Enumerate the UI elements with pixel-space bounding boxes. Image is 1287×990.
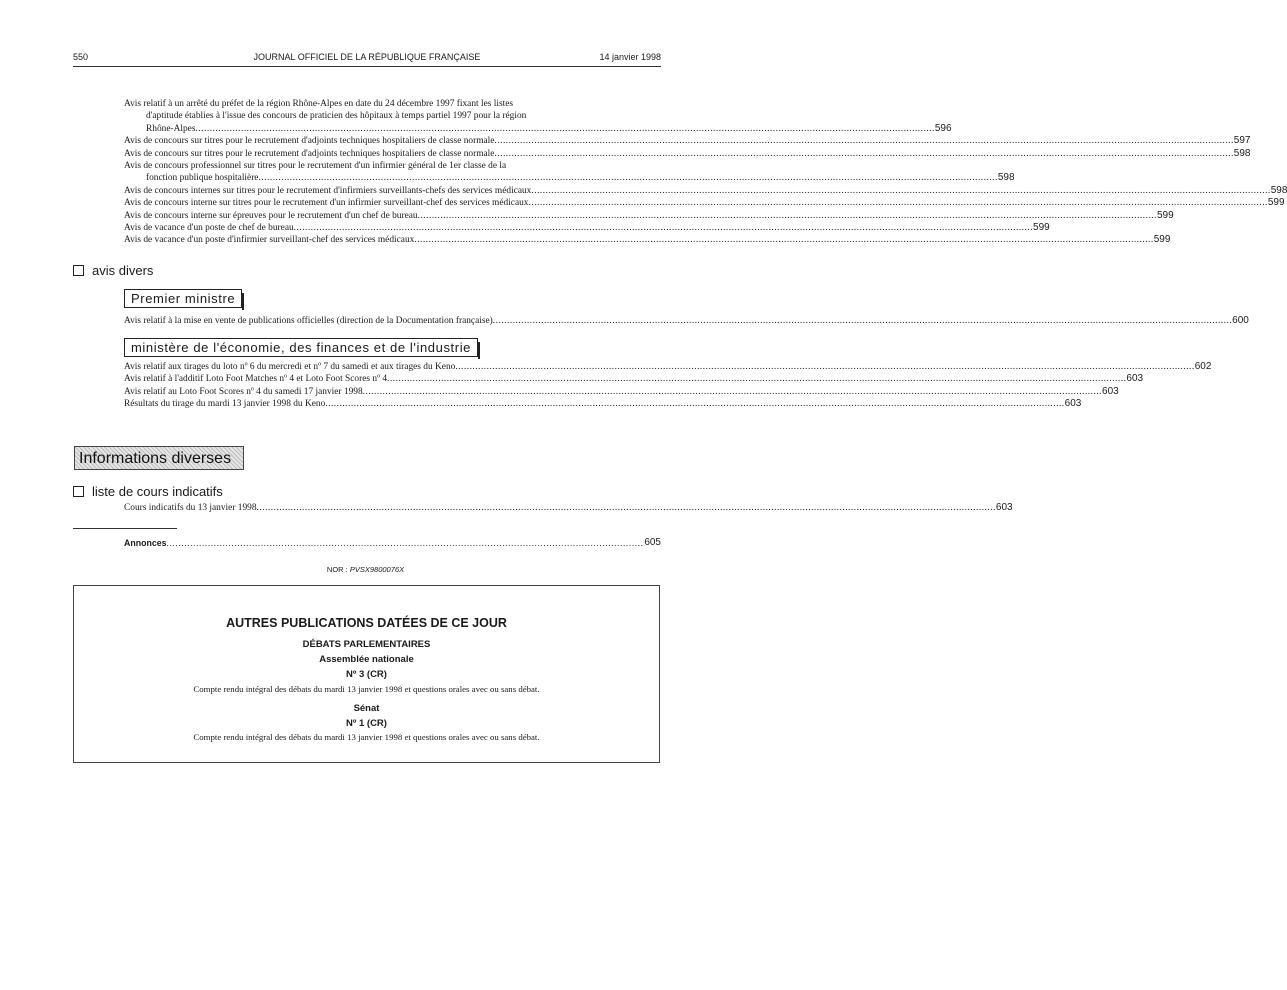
toc-economie-list bbox=[124, 361, 1212, 411]
toc-entry-text: Avis de vacance d'un poste d'infirmier surveillant-chef des services médicaux bbox=[124, 235, 415, 246]
toc-entry bbox=[124, 197, 1285, 209]
leader-dots: .................................................................................................................................................................................................................................................................... bbox=[293, 223, 1034, 234]
toc-entry bbox=[124, 361, 1212, 373]
toc-entry bbox=[124, 222, 1050, 234]
leader-dots: .................................................................................................................................................................................................................................................................... bbox=[531, 185, 1271, 196]
ministry-heading-premier-ministre bbox=[124, 289, 242, 308]
issue-date: 14 janvier 1998 bbox=[599, 52, 661, 62]
leader-dots: .................................................................................................................................................................................................................................................................... bbox=[195, 123, 935, 134]
assemblee-name: Assemblée nationale bbox=[319, 654, 414, 665]
toc-entry bbox=[124, 502, 1013, 514]
assemblee-number: Nº 3 (CR) bbox=[346, 669, 387, 680]
toc-entry-text: Avis de concours interne sur titres pour le recrutement d'un infirmier surveillant-chef des services médicaux bbox=[124, 198, 529, 209]
toc-page-number: 597 bbox=[1233, 135, 1251, 147]
toc-entry bbox=[124, 184, 1287, 197]
toc-page-number: 599 bbox=[1267, 197, 1285, 209]
autres-publications-box bbox=[73, 585, 660, 763]
toc-page-number: 596 bbox=[934, 122, 952, 134]
toc-page-number: 599 bbox=[1156, 209, 1174, 221]
toc-entry-text: Avis relatif à l'additif Loto Foot Matches nº 4 et Loto Foot Scores nº 4 bbox=[124, 374, 388, 385]
checkbox-square-icon bbox=[73, 486, 84, 497]
toc-entry-text: fonction publique hospitalière bbox=[146, 173, 259, 184]
leader-dots: .................................................................................................................................................................................................................................................................... bbox=[256, 503, 996, 513]
section-avis-divers bbox=[73, 263, 153, 278]
toc-entry-text: Avis relatif à un arrêté du préfet de la région Rhône-Alpes en date du 24 décembre 1997 fixant les listes bbox=[124, 99, 514, 109]
nor-reference bbox=[0, 565, 731, 574]
toc-premier-ministre-list bbox=[124, 315, 1249, 327]
leader-dots: .................................................................................................................................................................................................................................................................... bbox=[492, 316, 1233, 326]
leader-dots: .................................................................................................................................................................................................................................................................... bbox=[387, 374, 1127, 385]
page-header bbox=[73, 52, 661, 66]
leader-dots: .................................................................................................................................................................................................................................................................... bbox=[417, 210, 1157, 221]
nor-prefix: NOR : bbox=[326, 565, 348, 574]
toc-page-number: 602 bbox=[1194, 361, 1212, 372]
leader-dots: .................................................................................................................................................................................................................................................................... bbox=[362, 386, 1103, 397]
leader-dots: .................................................................................................................................................................................................................................................................... bbox=[455, 362, 1195, 372]
toc-page-number: 603 bbox=[1064, 398, 1082, 410]
banner-label: Informations diverses bbox=[79, 450, 232, 467]
toc-page-number: 599 bbox=[1033, 222, 1050, 234]
ministry-label: ministère de l'économie, des finances et de l'industrie bbox=[131, 340, 472, 355]
page-number: 550 bbox=[73, 52, 89, 62]
toc-page-number: 598 bbox=[997, 172, 1015, 184]
toc-page-number: 603 bbox=[995, 502, 1013, 513]
toc-entry bbox=[124, 135, 1251, 147]
toc-entry-text: Avis de concours interne sur épreuves pour le recrutement d'un chef de bureau bbox=[124, 210, 418, 221]
leader-dots: .................................................................................................................................................................................................................................................................... bbox=[414, 235, 1154, 246]
toc-page-number: 603 bbox=[1126, 373, 1144, 385]
leader-dots: .................................................................................................................................................................................................................................................................... bbox=[494, 136, 1234, 147]
toc-entry bbox=[124, 147, 1251, 160]
toc-entry-text: Résultats du tirage du mardi 13 janvier 1998 du Keno bbox=[124, 399, 326, 410]
senat-description: Compte rendu intégral des débats du mardi 13 janvier 1998 et questions orales avec ou sans débat. bbox=[193, 732, 540, 742]
section-cours-indicatifs bbox=[73, 484, 223, 499]
senat-name: Sénat bbox=[353, 703, 380, 714]
ministry-heading-economie bbox=[124, 338, 478, 357]
toc-entry-text: d'aptitude établies à l'issue des concours de praticien des hôpitaux à temps partiel 1997 pour la région bbox=[146, 111, 527, 122]
checkbox-square-icon bbox=[73, 265, 84, 276]
short-divider bbox=[73, 528, 177, 529]
toc-entry-text: Avis de concours sur titres pour le recrutement d'adjoints techniques hospitaliers de classe normale bbox=[124, 148, 495, 159]
toc-page-number: 598 bbox=[1270, 184, 1287, 196]
toc-entry-text: Avis de concours sur titres pour le recrutement d'adjoints techniques hospitaliers de classe normale bbox=[124, 136, 495, 147]
toc-entry bbox=[124, 234, 1171, 246]
toc-entry-text: Avis de concours internes sur titres pour le recrutement d'infirmiers surveillants-chefs des services médicaux bbox=[124, 185, 532, 196]
toc-entry-text: Avis relatif aux tirages du loto nº 6 du mercredi et nº 7 du samedi et aux tirages du Keno bbox=[124, 362, 456, 372]
debats-subtitle: DÉBATS PARLEMENTAIRES bbox=[302, 639, 431, 650]
toc-cours-list bbox=[124, 502, 1013, 514]
leader-dots: .................................................................................................................................................................................................................................................................... bbox=[258, 173, 998, 184]
toc-entry bbox=[124, 160, 1015, 185]
section-title: liste de cours indicatifs bbox=[92, 484, 223, 499]
section-title: avis divers bbox=[92, 263, 154, 278]
leader-dots: .................................................................................................................................................................................................................................................................... bbox=[325, 399, 1065, 410]
toc-page-number: 600 bbox=[1232, 315, 1249, 326]
senat-number: Nº 1 (CR) bbox=[346, 718, 387, 729]
nor-code: PVSX9800076X bbox=[349, 565, 405, 574]
journal-title: JOURNAL OFFICIEL DE LA RÉPUBLIQUE FRANÇAISE bbox=[253, 52, 481, 62]
toc-entry bbox=[124, 209, 1174, 222]
leader-dots: .................................................................................................................................................................................................................................................................... bbox=[494, 148, 1234, 159]
toc-page-number: 603 bbox=[1102, 385, 1119, 397]
toc-entry-text: Avis relatif au Loto Foot Scores nº 4 du samedi 17 janvier 1998 bbox=[124, 386, 363, 397]
toc-entry-text: Rhône-Alpes bbox=[146, 123, 196, 134]
toc-entry bbox=[124, 315, 1249, 327]
toc-entry-text: Avis relatif à la mise en vente de publications officielles (direction de la Documentation française) bbox=[124, 316, 493, 326]
ministry-label: Premier ministre bbox=[131, 291, 236, 306]
leader-dots: .................................................................................................................................................................................................................................................................... bbox=[528, 198, 1268, 209]
informations-diverses-banner bbox=[74, 446, 244, 470]
autres-title: AUTRES PUBLICATIONS DATÉES DE CE JOUR bbox=[226, 616, 507, 630]
annonces-page: 605 bbox=[644, 537, 661, 548]
toc-entry-text: Avis de concours professionnel sur titres pour le recrutement d'un infirmier général de 1er classe de la bbox=[124, 161, 507, 172]
toc-entry bbox=[124, 398, 1082, 410]
annonces-label: Annonces bbox=[124, 538, 167, 548]
header-rule bbox=[73, 66, 661, 67]
toc-entry bbox=[124, 373, 1144, 385]
toc-entry-text: Cours indicatifs du 13 janvier 1998 bbox=[124, 503, 257, 513]
toc-entry bbox=[124, 98, 952, 135]
annonces-row: Annonces.................................................................................................................................................................. 605 bbox=[124, 537, 661, 548]
toc-top-list bbox=[124, 98, 1287, 247]
toc-page-number: 599 bbox=[1153, 234, 1171, 246]
toc-page-number: 598 bbox=[1233, 147, 1251, 159]
toc-entry-text: Avis de vacance d'un poste de chef de bureau bbox=[124, 223, 294, 234]
toc-entry bbox=[124, 385, 1119, 398]
assemblee-description: Compte rendu intégral des débats du mardi 13 janvier 1998 et questions orales avec ou sans débat. bbox=[193, 684, 540, 694]
